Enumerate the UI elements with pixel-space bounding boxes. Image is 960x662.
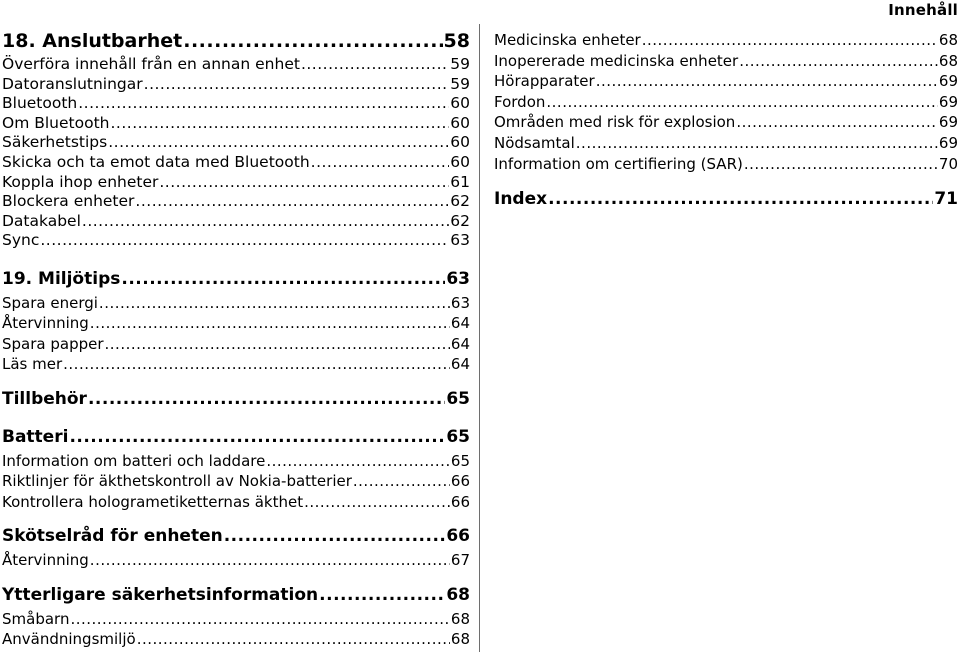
- toc-entry[interactable]: Information om batteri och laddare ..... 65: [2, 451, 470, 472]
- toc-entry[interactable]: Information om certifiering (SAR) ..... 70: [494, 154, 958, 175]
- toc-entry[interactable]: Blockera enheter ..... 62: [2, 192, 470, 212]
- leader-dots: [99, 293, 450, 314]
- toc-entry[interactable]: Kontrollera hologrametiketternas äkthet ..... 66: [2, 492, 470, 513]
- leader-dots: [105, 334, 450, 355]
- toc-entry[interactable]: Återvinning ..... 64: [2, 313, 470, 334]
- leader-dots: [40, 231, 449, 251]
- leader-dots: [304, 492, 450, 513]
- leader-dots: [88, 385, 445, 413]
- leader-dots: [183, 28, 442, 55]
- toc-entry[interactable]: Överföra innehåll från en annan enhet ..... 59: [2, 55, 470, 75]
- leader-dots: [159, 173, 449, 193]
- leader-dots: [63, 354, 450, 375]
- toc-entry[interactable]: Fordon ..... 69: [494, 92, 958, 113]
- toc-heading-miljotips[interactable]: 19. Miljötips ..... 63: [2, 265, 470, 293]
- leader-dots: [135, 192, 449, 212]
- toc-entry[interactable]: Bluetooth ..... 60: [2, 94, 470, 114]
- toc-heading-tillbehor[interactable]: Tillbehör ..... 65: [2, 385, 470, 413]
- toc-heading-sakerhetsinformation[interactable]: Ytterligare säkerhetsinformation ..... 68: [2, 581, 470, 609]
- leader-dots: [576, 133, 938, 154]
- toc-section-sakerhetsinformation: [2, 581, 470, 650]
- toc-entry[interactable]: Återvinning ..... 67: [2, 550, 470, 571]
- toc-entry[interactable]: Skicka och ta emot data med Bluetooth ..... 60: [2, 153, 470, 173]
- toc-heading-anslutbarhet[interactable]: 18. Anslutbarhet ..... 58: [2, 28, 470, 55]
- leader-dots: [70, 609, 449, 630]
- toc-entry[interactable]: Riktlinjer för äkthetskontroll av Nokia-batterier ..... 66: [2, 471, 470, 492]
- toc-entry[interactable]: Områden med risk för explosion ..... 69: [494, 112, 958, 133]
- leader-dots: [548, 186, 933, 212]
- leader-dots: [596, 71, 938, 92]
- toc-entry[interactable]: Datakabel ..... 62: [2, 212, 470, 232]
- toc-entry[interactable]: Koppla ihop enheter ..... 61: [2, 173, 470, 193]
- toc-heading-index[interactable]: Index ..... 71: [494, 186, 958, 212]
- toc-entry[interactable]: Användningsmiljö ..... 68: [2, 629, 470, 650]
- leader-dots: [301, 55, 449, 75]
- toc-entry[interactable]: Spara papper ..... 64: [2, 334, 470, 355]
- leader-dots: [224, 522, 446, 550]
- leader-dots: [108, 133, 449, 153]
- toc-entry[interactable]: Säkerhetstips ..... 60: [2, 133, 470, 153]
- leader-dots: [78, 94, 449, 114]
- toc-entry[interactable]: Småbarn ..... 68: [2, 609, 470, 630]
- leader-dots: [137, 629, 450, 650]
- toc-entry[interactable]: Sync ..... 63: [2, 231, 470, 251]
- toc-heading-batteri[interactable]: Batteri ..... 65: [2, 423, 470, 451]
- leader-dots: [82, 212, 449, 232]
- leader-dots: [90, 313, 450, 334]
- toc-right-column: [494, 30, 958, 212]
- leader-dots: [739, 51, 938, 72]
- toc-section-anslutbarhet: [2, 28, 470, 251]
- toc-entry[interactable]: Nödsamtal ..... 69: [494, 133, 958, 154]
- leader-dots: [736, 112, 938, 133]
- toc-left-column: [2, 28, 470, 662]
- leader-dots: [744, 154, 938, 175]
- toc-entry[interactable]: Inopererade medicinska enheter ..... 68: [494, 51, 958, 72]
- leader-dots: [69, 423, 445, 451]
- leader-dots: [546, 92, 938, 113]
- leader-dots: [110, 114, 449, 134]
- toc-entry[interactable]: Datoranslutningar ..... 59: [2, 75, 470, 95]
- leader-dots: [319, 581, 445, 609]
- leader-dots: [90, 550, 450, 571]
- toc-entry[interactable]: Läs mer ..... 64: [2, 354, 470, 375]
- toc-entry[interactable]: Om Bluetooth ..... 60: [2, 114, 470, 134]
- toc-entry[interactable]: Spara energi ..... 63: [2, 293, 470, 314]
- page-header: Innehåll: [888, 1, 958, 19]
- toc-section-tillbehor: [2, 385, 470, 413]
- leader-dots: [353, 471, 450, 492]
- leader-dots: [642, 30, 938, 51]
- toc-section-batteri: [2, 423, 470, 513]
- toc-section-miljotips: [2, 265, 470, 375]
- leader-dots: [311, 153, 450, 173]
- leader-dots: [266, 451, 450, 472]
- toc-entry[interactable]: Hörapparater ..... 69: [494, 71, 958, 92]
- leader-dots: [144, 75, 450, 95]
- leader-dots: [121, 265, 445, 293]
- column-divider: [479, 24, 480, 652]
- toc-section-skotselrad: [2, 522, 470, 571]
- toc-heading-skotselrad[interactable]: Skötselråd för enheten ..... 66: [2, 522, 470, 550]
- toc-entry[interactable]: Medicinska enheter ..... 68: [494, 30, 958, 51]
